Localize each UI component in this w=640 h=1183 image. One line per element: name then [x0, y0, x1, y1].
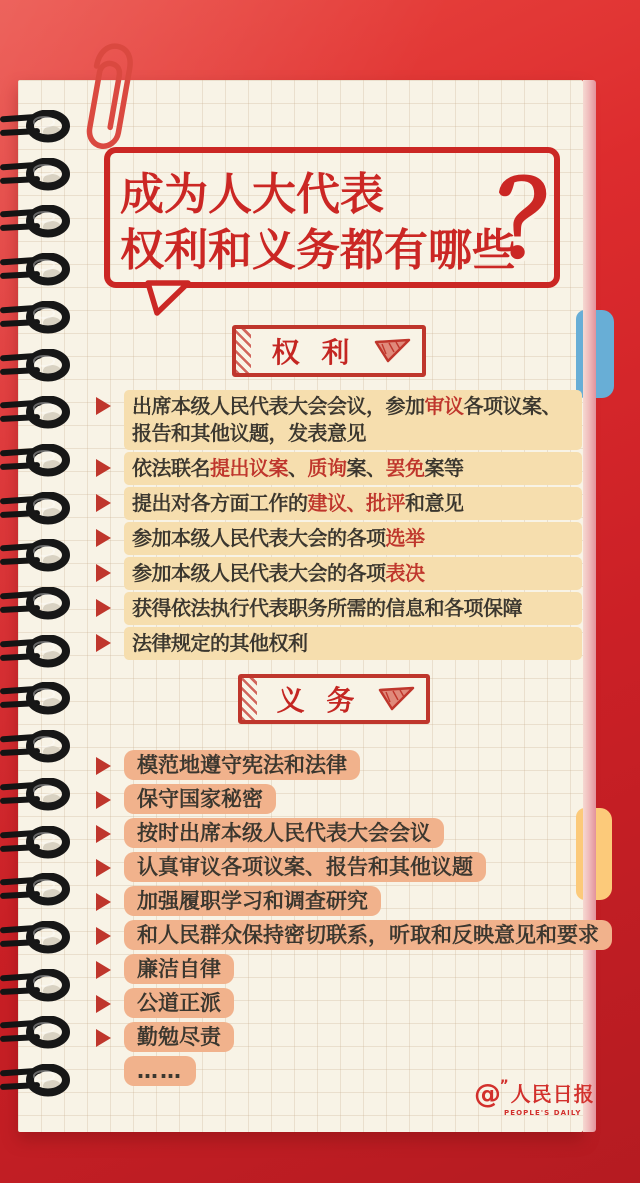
rights-item [96, 487, 582, 520]
section-label-obligations: 义 务 [276, 684, 361, 717]
spiral-coil-icon [0, 969, 76, 1003]
logo-subtext: PEOPLE'S DAILY [504, 1109, 582, 1117]
question-mark: ？ [497, 159, 602, 281]
spiral-coil-icon [0, 873, 76, 907]
bullet-triangle-icon [96, 564, 111, 582]
bullet-triangle-icon [96, 634, 111, 652]
bullet-triangle-icon [96, 825, 111, 843]
spiral-coil-icon [0, 396, 76, 430]
obligations-item [96, 988, 582, 1018]
spiral-coil-icon [0, 730, 76, 764]
item-text: 法律规定的其他权利 [124, 627, 582, 660]
spiral-coil-icon [0, 253, 76, 287]
obligations-item [96, 920, 599, 950]
logo-text: 人民日报 [510, 1081, 595, 1106]
bullet-triangle-icon [96, 893, 111, 911]
rights-item [96, 592, 582, 625]
rights-item [96, 390, 582, 450]
spiral-coil-icon [0, 492, 76, 526]
spiral-coil-icon [0, 682, 76, 716]
spiral-coil-icon [0, 205, 76, 239]
bullet-triangle-icon [96, 459, 111, 477]
spiral-coil-icon [0, 826, 76, 860]
bullet-triangle-icon [96, 494, 111, 512]
bullet-triangle-icon [96, 1029, 111, 1047]
bullet-triangle-icon [96, 757, 111, 775]
spiral-coil-icon [0, 110, 76, 144]
obligations-item [96, 818, 582, 848]
spiral-coil-icon [0, 587, 76, 621]
item-text: 参加本级人民代表大会的各项选举 [124, 522, 582, 555]
rights-item [96, 557, 582, 590]
spiral-coil-icon [0, 778, 76, 812]
bullet-triangle-icon [96, 961, 111, 979]
obligations-item [96, 954, 582, 984]
hatch-decoration-icon [236, 329, 251, 373]
obligations-item [96, 784, 582, 814]
item-text: 和人民群众保持密切联系，听取和反映意见和要求 [124, 920, 612, 950]
item-text: 认真审议各项议案、报告和其他议题 [124, 852, 486, 882]
spiral-coil-icon [0, 444, 76, 478]
at-symbol-icon: @ [474, 1079, 501, 1110]
triangle-down-icon [374, 338, 412, 364]
triangle-down-icon [378, 686, 416, 712]
logo-ticks-icon: ’’ [500, 1077, 507, 1094]
item-text: 获得依法执行代表职务所需的信息和各项保障 [124, 592, 582, 625]
spiral-coil-icon [0, 158, 76, 192]
spiral-coil-icon [0, 539, 76, 573]
bullet-triangle-icon [96, 529, 111, 547]
obligations-list [96, 750, 599, 1090]
speech-bubble-tail [142, 280, 196, 318]
bullet-triangle-icon [96, 791, 111, 809]
item-text: 提出对各方面工作的建议、批评和意见 [124, 487, 582, 520]
spiral-coil-icon [0, 1016, 76, 1050]
section-label-rights: 权 利 [271, 336, 356, 369]
obligations-item [96, 852, 582, 882]
item-text: 加强履职学习和调查研究 [124, 886, 381, 916]
obligations-item [96, 750, 582, 780]
bullet-triangle-icon [96, 995, 111, 1013]
hatch-decoration-icon [242, 678, 257, 720]
rights-item [96, 522, 582, 555]
rights-item [96, 452, 582, 485]
spiral-coil-icon [0, 1064, 76, 1098]
peoples-daily-logo [474, 1077, 595, 1117]
bullet-triangle-icon [96, 397, 111, 415]
obligations-item [96, 1022, 582, 1052]
section-header-rights [232, 325, 426, 377]
item-text: 保守国家秘密 [124, 784, 276, 814]
item-text: 参加本级人民代表大会的各项表决 [124, 557, 582, 590]
spiral-coil-icon [0, 921, 76, 955]
spiral-coil-icon [0, 635, 76, 669]
item-text: 按时出席本级人民代表大会会议 [124, 818, 444, 848]
item-text: 模范地遵守宪法和法律 [124, 750, 360, 780]
item-text: 出席本级人民代表大会会议，参加审议各项议案、 报告和其他议题，发表意见 [124, 390, 582, 450]
bullet-triangle-icon [96, 927, 111, 945]
item-text: 公道正派 [124, 988, 234, 1018]
obligations-item [96, 886, 582, 916]
spiral-coil-icon [0, 349, 76, 383]
rights-list [96, 390, 582, 662]
title-line-2: 权利和义务都有哪些 [120, 225, 516, 276]
rights-item [96, 627, 582, 660]
item-text: 勤勉尽责 [124, 1022, 234, 1052]
spiral-coil-icon [0, 301, 76, 335]
item-text: …… [124, 1056, 196, 1086]
bullet-triangle-icon [96, 859, 111, 877]
item-text: 依法联名提出议案、质询案、罢免案等 [124, 452, 582, 485]
item-text: 廉洁自律 [124, 954, 234, 984]
bullet-triangle-icon [96, 599, 111, 617]
title-line-1: 成为人大代表 [120, 169, 384, 220]
section-header-obligations [238, 674, 430, 724]
